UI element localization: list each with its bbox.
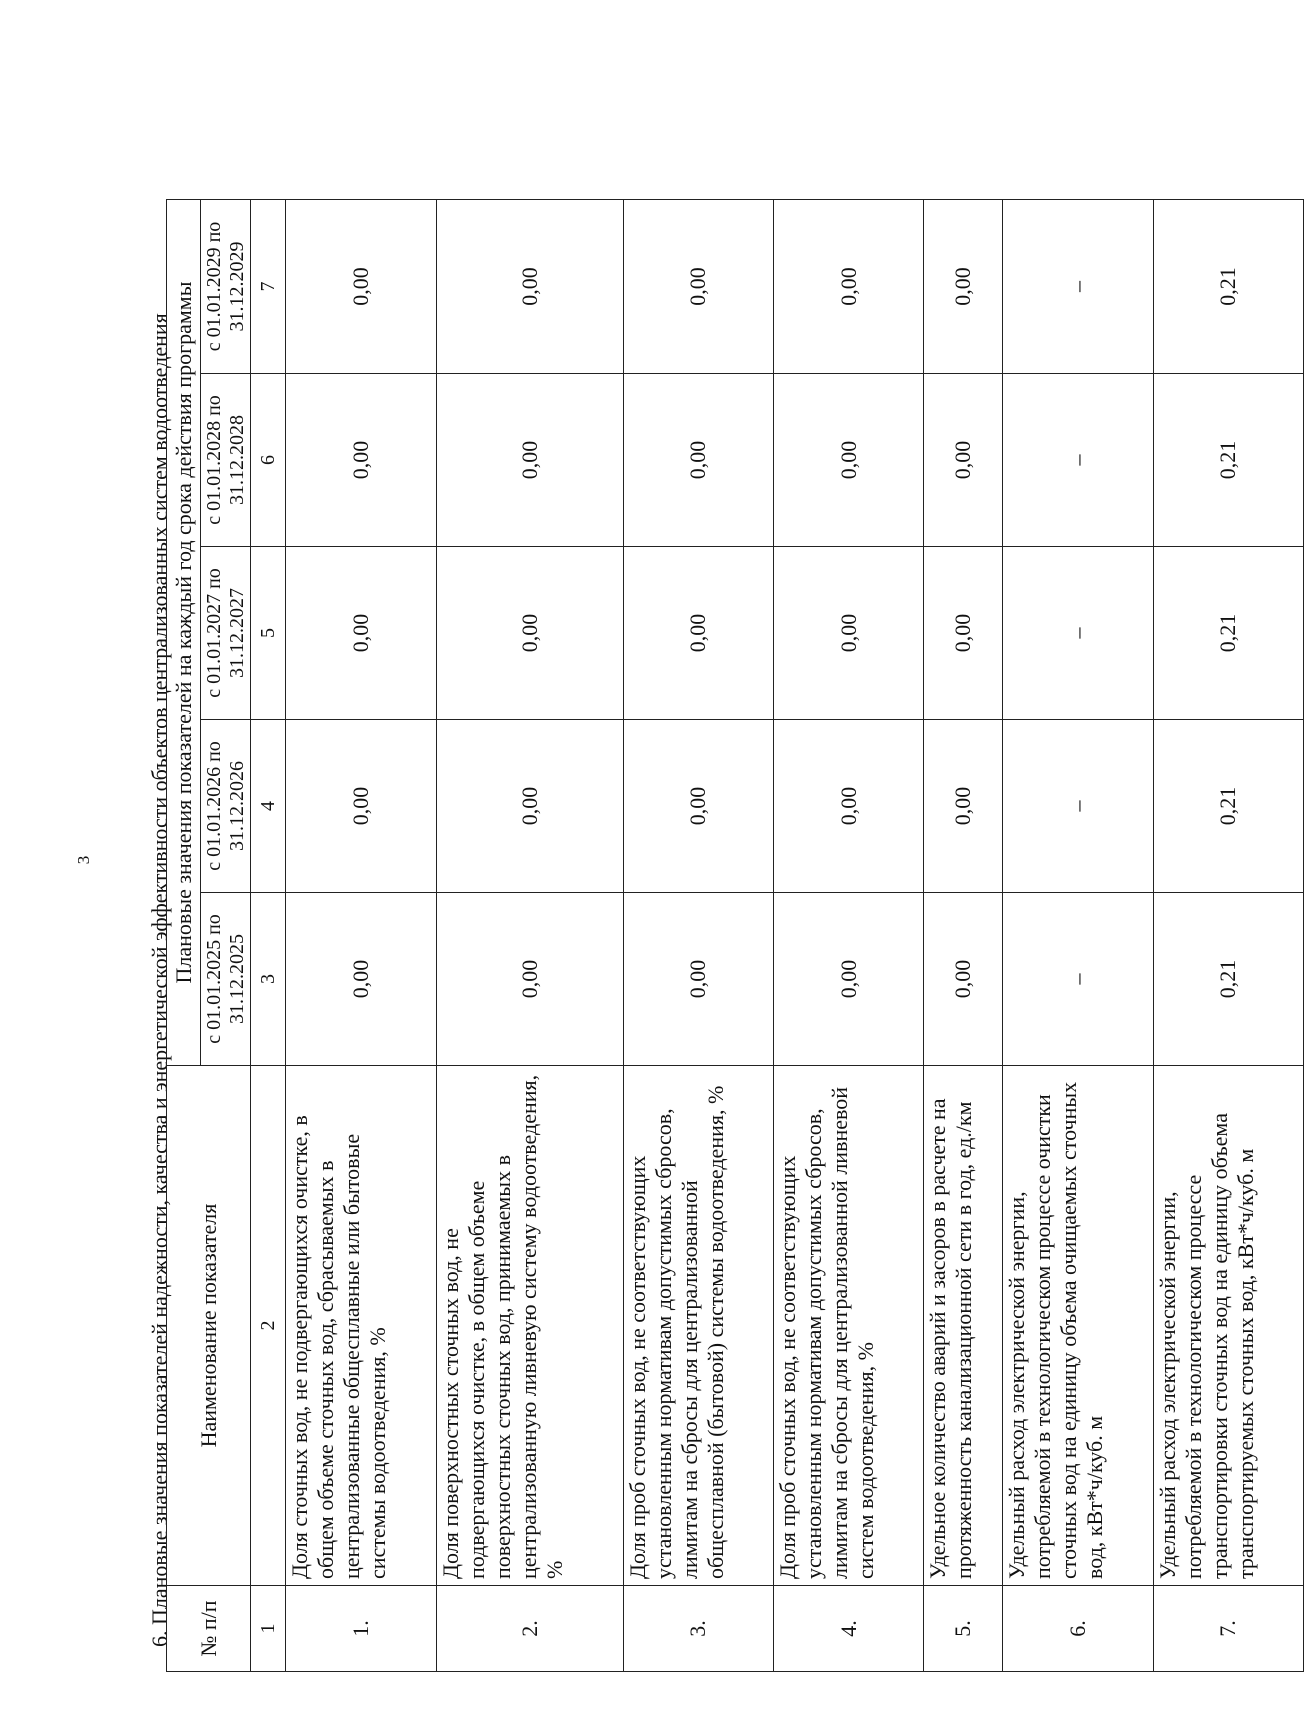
indicator-value: –: [1003, 374, 1153, 547]
indicator-value: 0,00: [924, 720, 1003, 893]
table-row: [286, 199, 436, 1671]
table-row: [623, 199, 773, 1671]
indicator-value: 0,21: [1153, 374, 1303, 547]
indicator-value: 0,00: [773, 374, 923, 547]
indicator-value: 0,00: [623, 199, 773, 373]
indicator-value: –: [1003, 720, 1153, 893]
indicator-value: –: [1003, 893, 1153, 1066]
column-index: 2: [251, 1066, 286, 1586]
indicators-table-container: [166, 200, 1304, 1672]
indicator-value: 0,00: [773, 199, 923, 373]
indicator-value: 0,00: [623, 720, 773, 893]
indicator-value: 0,00: [924, 199, 1003, 373]
column-index: 7: [251, 199, 286, 373]
period-header-2027: с 01.01.2027 по 31.12.2027: [201, 547, 251, 720]
indicator-value: 0,00: [286, 893, 436, 1066]
page-number: 3: [74, 855, 93, 865]
indicator-name: Доля проб сточных вод, не соответствующих установленным нормативам допустимых сбросов, лимитам на сбросы для централизованной ливневой систем водоотведения, %: [773, 1066, 923, 1586]
indicator-value: 0,21: [1153, 199, 1303, 373]
row-number: 4.: [773, 1586, 923, 1672]
indicator-value: 0,00: [286, 374, 436, 547]
table-row: [1003, 199, 1153, 1671]
column-index: 3: [251, 893, 286, 1066]
indicator-value: 0,00: [924, 893, 1003, 1066]
indicator-value: –: [1003, 547, 1153, 720]
indicator-name: Удельный расход электрической энергии, потребляемой в технологическом процессе транспортировки сточных вод на единицу объема транспортируемых сточных вод, кВт*ч/куб. м: [1153, 1066, 1303, 1586]
table-row: [924, 199, 1003, 1671]
indicator-value: 0,21: [1153, 720, 1303, 893]
indicator-name: Доля сточных вод, не подвергающихся очистке, в общем объеме сточных вод, сбрасываемых в централизованные общесплавные или бытовые системы водоотведения, %: [286, 1066, 436, 1586]
column-index-row: [251, 199, 286, 1671]
indicator-value: 0,00: [623, 893, 773, 1066]
indicator-value: 0,00: [286, 547, 436, 720]
row-number: 3.: [623, 1586, 773, 1672]
indicator-value: –: [1003, 199, 1153, 373]
plan-values-header: Плановые значения показателей на каждый год срока действия программы: [167, 199, 201, 1065]
row-number: 1.: [286, 1586, 436, 1672]
indicator-name: Удельное количество аварий и засоров в расчете на протяженность канализационной сети в год, ед./км: [924, 1066, 1003, 1586]
indicator-value: 0,00: [773, 547, 923, 720]
indicator-value: 0,00: [436, 374, 623, 547]
section-heading: 6. Плановые значения показателей надежности, качества и энергетической эффективности объектов централизованных систем водоотведения: [147, 313, 172, 1647]
period-header-2029: с 01.01.2029 по 31.12.2029: [201, 199, 251, 373]
indicators-table: [166, 199, 1304, 1672]
indicator-value: 0,21: [1153, 547, 1303, 720]
period-header-2026: с 01.01.2026 по 31.12.2026: [201, 720, 251, 893]
row-number: 7.: [1153, 1586, 1303, 1672]
column-index: 5: [251, 547, 286, 720]
table-row: [773, 199, 923, 1671]
column-index: 4: [251, 720, 286, 893]
indicator-name: Доля поверхностных сточных вод, не подвергающихся очистке, в общем объеме поверхностных сточных вод, принимаемых в централизованную ливневую систему водоотведения, %: [436, 1066, 623, 1586]
indicator-value: 0,00: [286, 720, 436, 893]
indicator-name: Удельный расход электрической энергии, потребляемой в технологическом процессе очистки сточных вод на единицу объема очищаемых сточных вод, кВт*ч/куб. м: [1003, 1066, 1153, 1586]
indicator-value: 0,00: [436, 720, 623, 893]
col-name-header: Наименование показателя: [167, 1066, 251, 1586]
table-row: [1153, 199, 1303, 1671]
indicator-value: 0,00: [623, 547, 773, 720]
indicator-name: Доля проб сточных вод, не соответствующих установленным нормативам допустимых сбросов, лимитам на сбросы для централизованной общесплавной (бытовой) системы водоотведения, %: [623, 1066, 773, 1586]
column-index: 1: [251, 1586, 286, 1672]
column-index: 6: [251, 374, 286, 547]
indicator-value: 0,00: [436, 199, 623, 373]
col-num-header: № п/п: [167, 1586, 251, 1672]
indicator-value: 0,00: [773, 720, 923, 893]
indicator-value: 0,00: [436, 547, 623, 720]
row-number: 6.: [1003, 1586, 1153, 1672]
indicator-value: 0,00: [924, 547, 1003, 720]
indicator-value: 0,00: [623, 374, 773, 547]
table-row: [436, 199, 623, 1671]
indicator-value: 0,21: [1153, 893, 1303, 1066]
period-header-2025: с 01.01.2025 по 31.12.2025: [201, 893, 251, 1066]
row-number: 2.: [436, 1586, 623, 1672]
indicator-value: 0,00: [286, 199, 436, 373]
indicator-value: 0,00: [924, 374, 1003, 547]
period-header-2028: с 01.01.2028 по 31.12.2028: [201, 374, 251, 547]
row-number: 5.: [924, 1586, 1003, 1672]
indicator-value: 0,00: [436, 893, 623, 1066]
indicator-value: 0,00: [773, 893, 923, 1066]
